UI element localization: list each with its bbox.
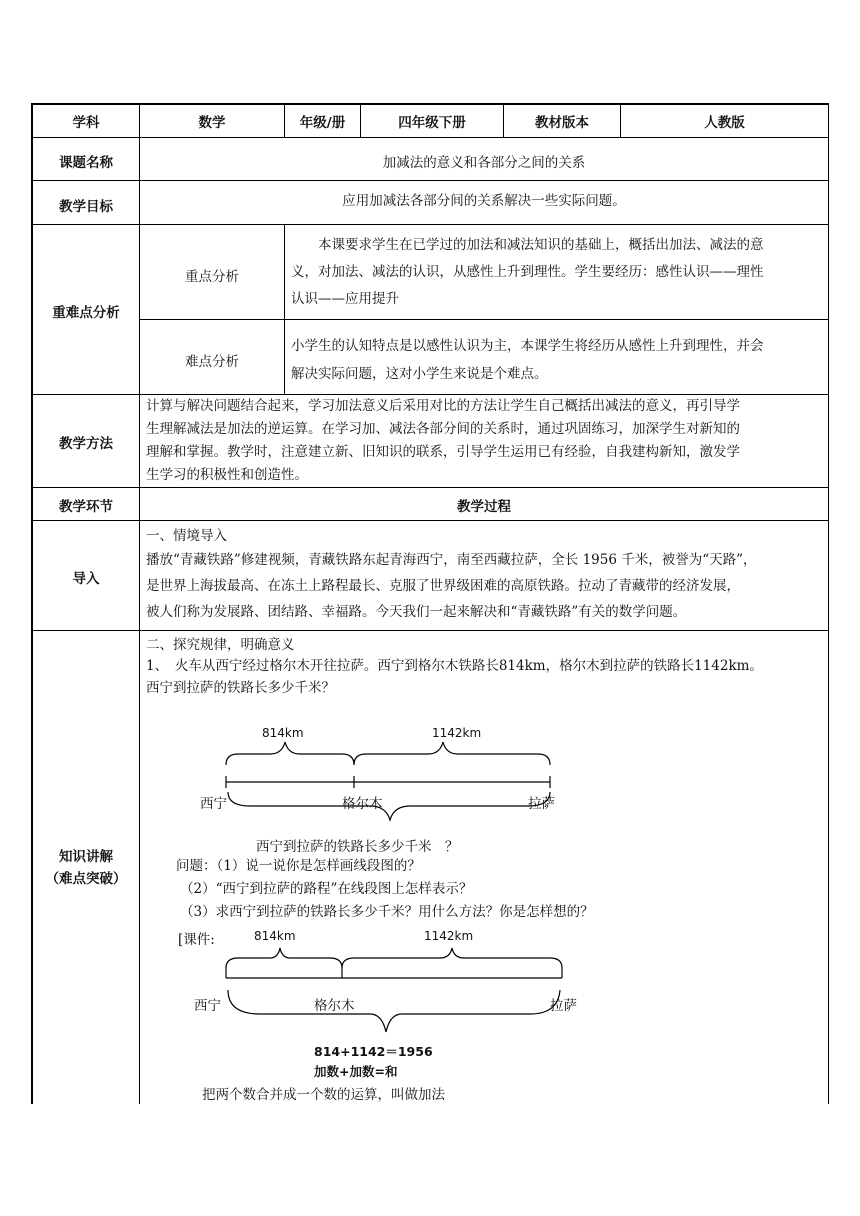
text-line: 本课要求学生在已学过的加法和减法知识的基础上，概括出加法、减法的意 xyxy=(291,237,764,253)
diagram2-dist1: 814km xyxy=(254,929,296,943)
table-border-right xyxy=(828,103,829,1104)
addition-definition: 把两个数合并成一个数的运算，叫做加法 xyxy=(202,1087,445,1103)
table-row-line xyxy=(31,137,829,138)
diagram1-city3: 拉萨 xyxy=(528,796,555,812)
addition-formula: 加数+加数=和 xyxy=(314,1064,398,1079)
process-title: 教学过程 xyxy=(457,499,511,515)
table-row-line xyxy=(31,487,829,488)
intro-text xyxy=(146,547,828,625)
difficult-analysis-label: 难点分析 xyxy=(185,354,239,370)
question-1 xyxy=(146,655,828,699)
text-line: 播放“青藏铁路”修建视频，青藏铁路东起青海西宁，南至西藏拉萨，全长 1956 千米，被誉为“天路”， xyxy=(146,552,757,568)
edition-label: 教材版本 xyxy=(535,115,589,131)
table-row-line xyxy=(31,180,829,181)
brace-top-1 xyxy=(226,742,354,765)
intro-label: 导入 xyxy=(72,571,100,587)
text-line: 解决实际问题，这对小学生来说是个难点。 xyxy=(291,366,548,382)
guiding-questions xyxy=(176,855,594,924)
diagram2-city1: 西宁 xyxy=(194,998,221,1014)
knowledge-label xyxy=(33,846,139,890)
knowledge-label-line2: （难点突破） xyxy=(45,871,127,887)
topic-label: 课题名称 xyxy=(59,155,113,171)
question-item: （2）“西宁到拉萨的路程”在线段图上怎样表示？ xyxy=(180,881,473,897)
method-label: 教学方法 xyxy=(59,436,113,452)
table-row-line xyxy=(139,319,829,320)
diagram2-city3: 拉萨 xyxy=(550,998,577,1014)
diagram1-dist2: 1142km xyxy=(432,726,482,740)
text-line: 1、 火车从西宁经过格尔木开往拉萨。西宁到格尔木铁路长814km，格尔木到拉萨的铁路长1142km。 xyxy=(146,658,763,674)
table-label-divider xyxy=(139,103,140,1104)
table-row-line xyxy=(31,520,829,521)
table-divider xyxy=(284,225,285,394)
brace-top-2 xyxy=(354,742,550,765)
intro-heading: 一、情境导入 xyxy=(146,528,227,544)
grade-label: 年级/册 xyxy=(299,115,346,131)
line-segment-diagram-1 xyxy=(190,720,590,830)
text-line: 西宁到拉萨的铁路长多少千米？ xyxy=(146,680,335,696)
knowledge-heading: 二、探究规律，明确意义 xyxy=(146,637,295,653)
edition-value: 人教版 xyxy=(704,115,745,131)
process-stage-label: 教学环节 xyxy=(59,499,113,515)
subject-label: 学科 xyxy=(72,115,100,131)
line-segment-diagram-2 xyxy=(210,940,580,1040)
difficult-analysis-text xyxy=(291,334,827,387)
topic-value: 加减法的意义和各部分之间的关系 xyxy=(382,155,586,171)
text-line: 计算与解决问题结合起来，学习加法意义后采用对比的方法让学生自己概括出减法的意义，再引导学 xyxy=(146,398,740,414)
goal-label: 教学目标 xyxy=(59,199,113,215)
diagram2-city2: 格尔木 xyxy=(314,998,355,1014)
method-text xyxy=(146,395,828,487)
brace-bottom xyxy=(228,990,560,1032)
analysis-label: 重难点分析 xyxy=(52,305,120,321)
table-row-line xyxy=(31,630,829,631)
text-line: 理解和掌握。教学时，注意建立新、旧知识的联系，引导学生运用已有经验，自我建构新知，激发学 xyxy=(146,444,740,460)
text-line: 是世界上海拔最高、在冻土上路程最长、克服了世界级困难的高原铁路。拉动了青藏带的经济发展， xyxy=(146,578,740,594)
goal-value: 应用加减法各部分间的关系解决一些实际问题。 xyxy=(342,193,626,209)
text-line: 生学习的积极性和创造性。 xyxy=(146,467,308,483)
diagram1-city2: 格尔木 xyxy=(342,796,383,812)
brace-top-2 xyxy=(342,948,562,978)
text-line: 义，对加法、减法的认识，从感性上升到理性。学生要经历：感性认识——理性 xyxy=(291,264,764,280)
text-line: 被人们称为发展路、团结路、幸福路。今天我们一起来解决和“青藏铁路”有关的数学问题。 xyxy=(146,604,687,620)
brace-bottom xyxy=(228,792,550,820)
diagram1-city1: 西宁 xyxy=(200,796,227,812)
diagram2-dist2: 1142km xyxy=(424,929,474,943)
courseware-label: [课件: xyxy=(178,932,215,948)
key-analysis-text xyxy=(291,233,827,312)
text-line: 小学生的认知特点是以感性认识为主，本课学生将经历从感性上升到理性，并会 xyxy=(291,338,764,354)
brace-top-1 xyxy=(226,948,342,978)
key-analysis-label: 重点分析 xyxy=(185,269,239,285)
question-item: （3）求西宁到拉萨的铁路长多少千米？用什么方法？你是怎样想的？ xyxy=(180,904,594,920)
subject-value: 数学 xyxy=(198,115,226,131)
grade-value: 四年级下册 xyxy=(398,115,466,131)
addition-equation: 814+1142＝1956 xyxy=(314,1044,433,1059)
table-border-left xyxy=(31,103,33,1104)
diagram1-question: 西宁到拉萨的铁路长多少千米 ？ xyxy=(256,839,459,855)
question-item: 问题：（1）说一说你是怎样画线段图的？ xyxy=(176,858,421,874)
diagram1-dist1: 814km xyxy=(262,726,304,740)
table-border-top xyxy=(31,103,829,105)
text-line: 生理解减法是加法的逆运算。在学习加、减法各部分间的关系时，通过巩固练习，加深学生对新知的 xyxy=(146,421,740,437)
text-line: 认识——应用提升 xyxy=(291,291,399,307)
knowledge-label-line1: 知识讲解 xyxy=(59,849,113,865)
table-row-line xyxy=(31,224,829,225)
